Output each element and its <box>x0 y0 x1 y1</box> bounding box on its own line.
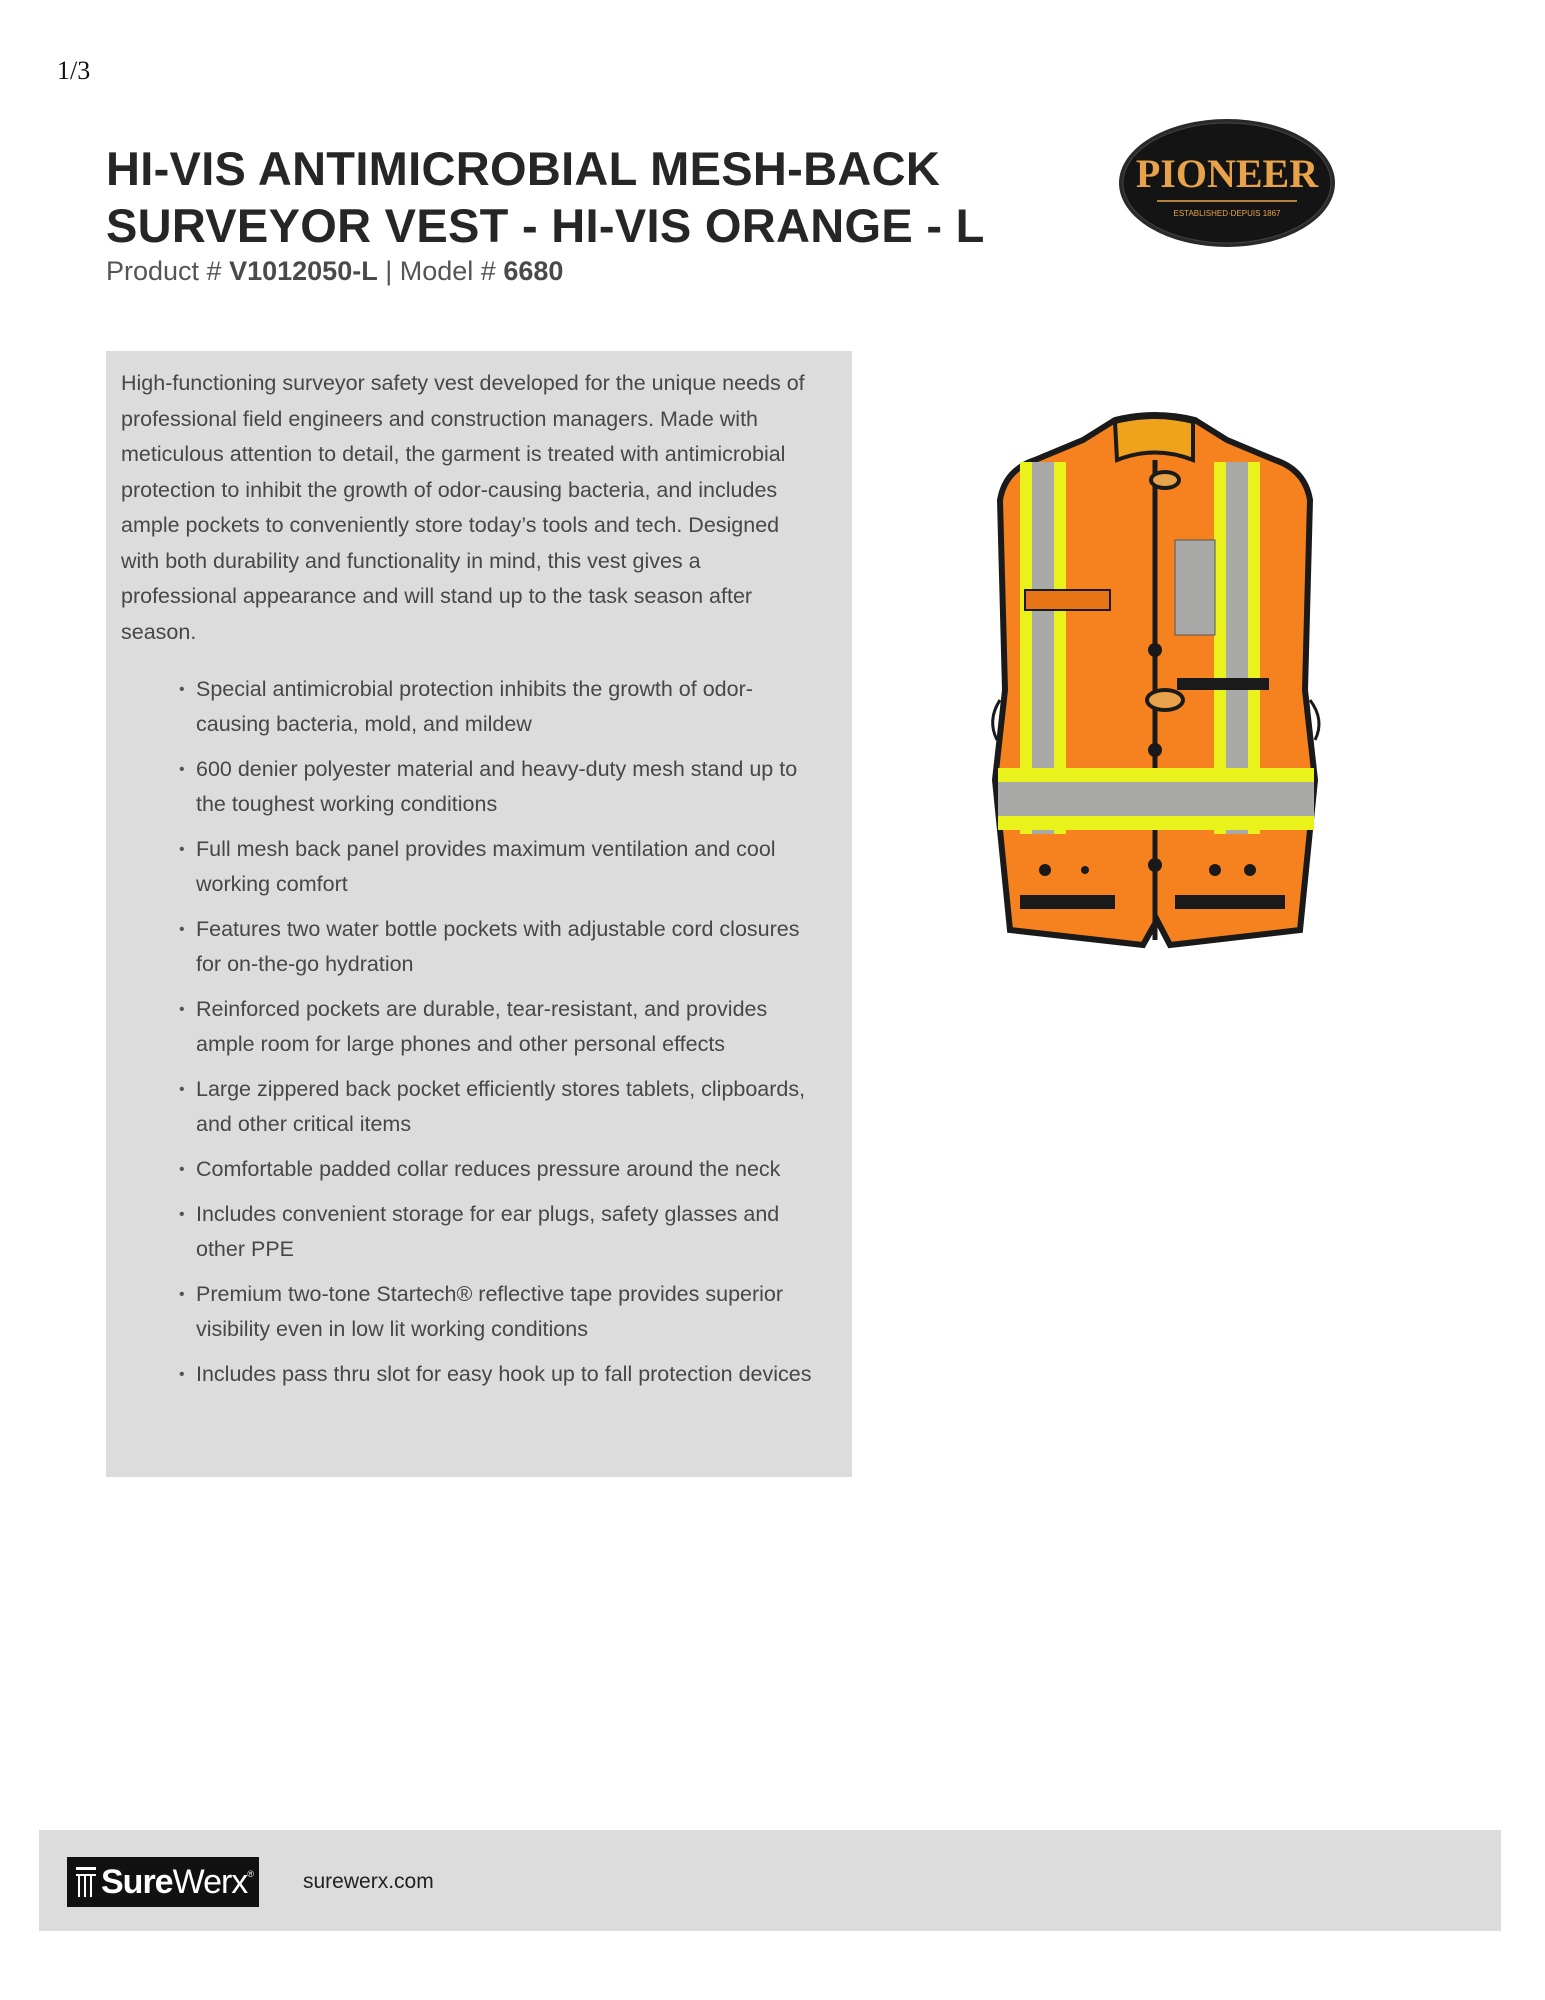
feature-item: • Includes convenient storage for ear plugs, safety glasses and other PPE <box>181 1197 822 1267</box>
surewerx-wordmark-light: Werx <box>172 1862 248 1901</box>
description-panel <box>106 351 852 1477</box>
footer-url-link[interactable]: surewerx.com <box>303 1870 434 1893</box>
feature-item: • 600 denier polyester material and heavy-duty mesh stand up to the toughest working conditions <box>181 752 822 822</box>
page-footer <box>39 1830 1501 1931</box>
product-identifiers <box>106 256 563 287</box>
pioneer-logo <box>1117 117 1337 254</box>
model-number: 6680 <box>503 256 564 286</box>
surewerx-mark-icon <box>75 1865 97 1899</box>
feature-item: • Large zippered back pocket efficiently stores tablets, clipboards, and other critical items <box>181 1072 822 1142</box>
page-number: 1/3 <box>57 56 91 85</box>
product-number: V1012050-L <box>229 256 378 286</box>
pioneer-logo-text: PIONEER <box>1135 151 1319 196</box>
surewerx-logo <box>67 1857 259 1907</box>
product-title <box>106 140 1066 254</box>
surewerx-wordmark <box>101 1863 247 1902</box>
feature-item: • Premium two-tone Startech® reflective tape provides superior visibility even in low lit working conditions <box>181 1277 822 1347</box>
title-line-1: HI-VIS ANTIMICROBIAL MESH-BACK <box>106 142 941 195</box>
registered-mark: ® <box>247 1869 254 1879</box>
pioneer-logo-tagline: ESTABLISHED·DEPUIS 1867 <box>1173 209 1281 218</box>
product-label: Product # <box>106 256 222 286</box>
feature-item: • Reinforced pockets are durable, tear-resistant, and provides ample room for large phones and other personal effects <box>181 992 822 1062</box>
feature-item: • Special antimicrobial protection inhibits the growth of odor-causing bacteria, mold, and mildew <box>181 672 822 742</box>
feature-item: • Full mesh back panel provides maximum ventilation and cool working comfort <box>181 832 822 902</box>
surewerx-wordmark-bold: Sure <box>101 1862 173 1901</box>
identifier-separator: | <box>385 256 393 286</box>
feature-item: • Features two water bottle pockets with adjustable cord closures for on-the-go hydration <box>181 912 822 982</box>
model-label: Model # <box>399 256 496 286</box>
description-paragraph: High-functioning surveyor safety vest developed for the unique needs of professional field engineers and construction managers. Made with meticulous attention to detail, the garment is treated with antimicrobial protection to inhibit the growth of odor-causing bacteria, and includes ample pockets to conveniently store today’s tools and tech. Designed with both durability and functionality in mind, this vest gives a professional appearance and will stand up to the task season after season. <box>121 371 805 644</box>
feature-item: • Comfortable padded collar reduces pressure around the neck <box>181 1152 822 1187</box>
feature-list <box>121 672 822 1392</box>
title-line-2: SURVEYOR VEST - HI-VIS ORANGE - L <box>106 199 985 252</box>
feature-item: • Includes pass thru slot for easy hook up to fall protection devices <box>181 1357 822 1392</box>
safety-vest-image <box>965 400 1345 965</box>
